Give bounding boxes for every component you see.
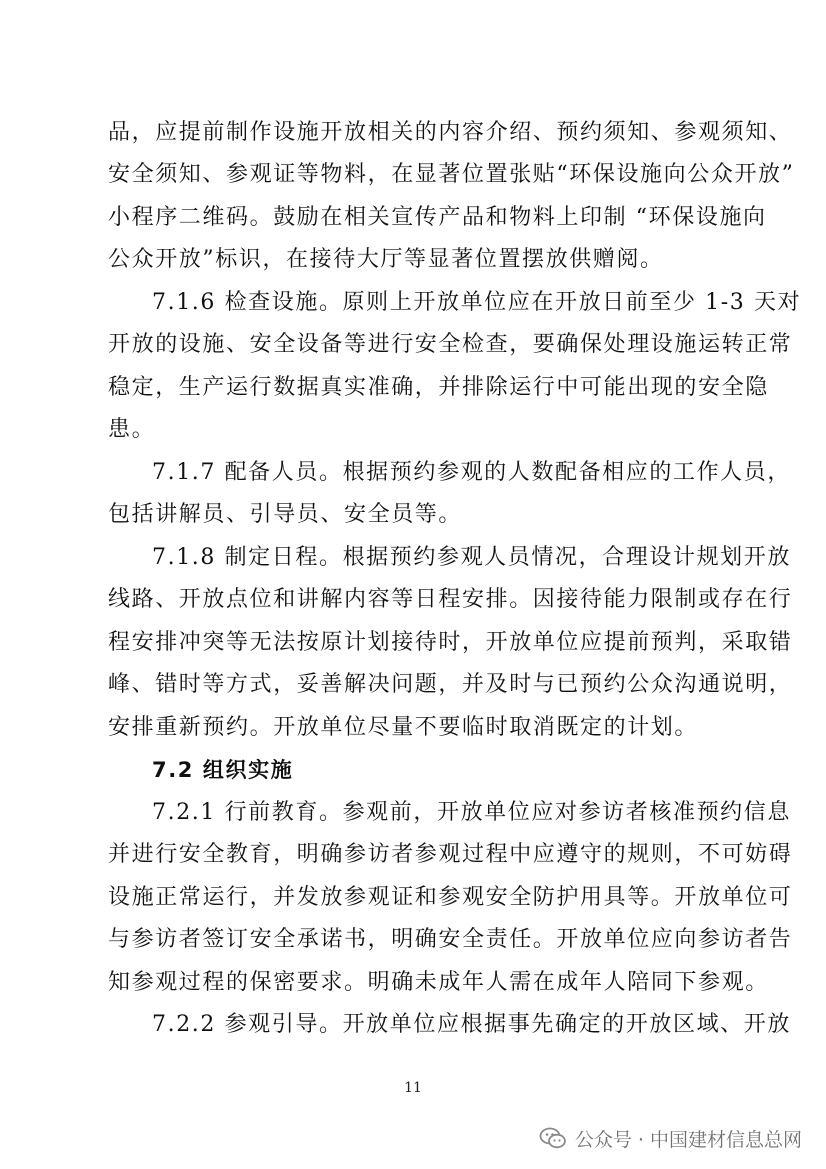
paragraph-line: 峰、错时等方式，妥善解决问题，并及时与已预约公众沟通说明， <box>108 672 793 697</box>
paragraph-line: 线路、开放点位和讲解内容等日程安排。因接待能力限制或存在行 <box>108 587 793 612</box>
section-heading: 7.2 组织实施 <box>152 758 294 782</box>
paragraph-line: 开放的设施、安全设备等进行安全检查，要确保处理设施运转正常 <box>108 332 793 357</box>
paragraph-line: 稳定，生产运行数据真实准确，并排除运行中可能出现的安全隐 <box>108 375 769 400</box>
watermark <box>539 1122 802 1154</box>
page-number: 11 <box>404 1080 422 1096</box>
paragraph-line: 知参观过程的保密要求。明确未成年人需在成年人陪同下参观。 <box>108 970 769 995</box>
paragraph-line: 7.1.8 制定日程。根据预约参观人员情况，合理设计规划开放 <box>152 545 791 570</box>
paragraph-line: 公众开放”标识，在接待大厅等显著位置摆放供赠阅。 <box>108 247 664 272</box>
paragraph-line: 安排重新预约。开放单位尽量不要临时取消既定的计划。 <box>108 715 699 740</box>
watermark-text: 公众号 · 中国建材信息总网 <box>574 1128 802 1151</box>
paragraph-line: 7.2.1 行前教育。参观前，开放单位应对参访者核准预约信息 <box>152 800 791 825</box>
paragraph-line: 安全须知、参观证等物料，在显著位置张贴“环保设施向公众开放” <box>108 162 795 187</box>
paragraph-line: 程安排冲突等无法按原计划接待时，开放单位应提前预判，采取错 <box>108 630 793 655</box>
paragraph-line: 小程序二维码。鼓励在相关宣传产品和物料上印制 “环保设施向 <box>108 205 767 230</box>
paragraph-line: 包括讲解员、引导员、安全员等。 <box>108 502 463 527</box>
paragraph-line: 并进行安全教育，明确参访者参观过程中应遵守的规则，不可妨碍 <box>108 842 793 867</box>
wechat-icon <box>539 1126 567 1150</box>
paragraph-line: 与参访者签订安全承诺书，明确安全责任。开放单位应向参访者告 <box>108 927 793 952</box>
paragraph-line: 7.2.2 参观引导。开放单位应根据事先确定的开放区域、开放 <box>152 1012 791 1037</box>
paragraph-line: 7.1.6 检查设施。原则上开放单位应在开放日前至少 1-3 天对 <box>152 290 802 315</box>
paragraph-line: 设施正常运行，并发放参观证和参观安全防护用具等。开放单位可 <box>108 885 793 910</box>
paragraph-line: 品，应提前制作设施开放相关的内容介绍、预约须知、参观须知、 <box>108 120 793 145</box>
paragraph-line: 7.1.7 配备人员。根据预约参观的人数配备相应的工作人员， <box>152 460 791 485</box>
paragraph-line: 患。 <box>108 417 156 442</box>
